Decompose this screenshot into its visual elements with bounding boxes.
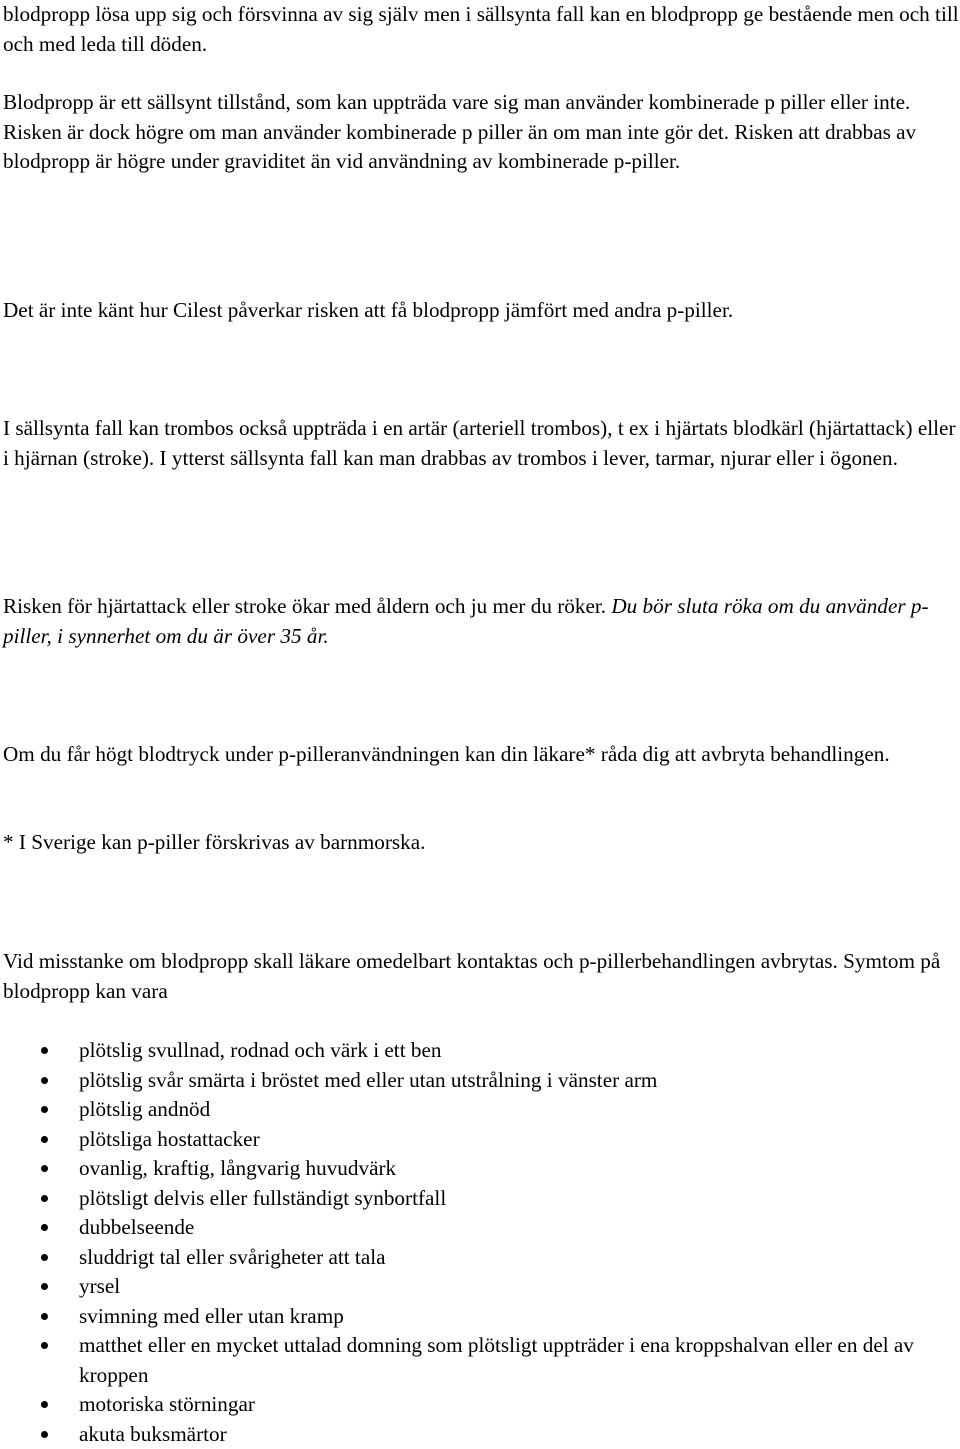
bullet-icon <box>41 1342 48 1349</box>
list-item: motoriska störningar <box>3 1390 949 1420</box>
list-item: yrsel <box>3 1272 949 1302</box>
bullet-icon <box>41 1431 48 1438</box>
bullet-icon <box>41 1047 48 1054</box>
smoking-risk-text: Risken för hjärtattack eller stroke ökar med åldern och ju mer du röker. <box>3 594 611 618</box>
list-item: plötslig svullnad, rodnad och värk i ett ben <box>3 1036 949 1066</box>
paragraph-suspected-clot: Vid misstanke om blodpropp skall läkare omedelbart kontaktas och p-pillerbehandlingen avbrytas. Symtom på blodpropp kan vara <box>3 947 960 1006</box>
paragraph-cilest-unknown: Det är inte känt hur Cilest påverkar risken att få blodpropp jämfört med andra p-piller. <box>3 296 960 326</box>
bullet-icon <box>41 1136 48 1143</box>
bullet-icon <box>41 1106 48 1113</box>
list-item: plötslig andnöd <box>3 1095 949 1125</box>
bullet-icon <box>41 1077 48 1084</box>
bullet-icon <box>41 1401 48 1408</box>
symptom-list <box>3 1036 960 1449</box>
bullet-icon <box>41 1254 48 1261</box>
bullet-icon <box>41 1165 48 1172</box>
bullet-icon <box>41 1195 48 1202</box>
list-item: plötslig svår smärta i bröstet med eller utan utstrålning i vänster arm <box>3 1066 949 1096</box>
bullet-icon <box>41 1283 48 1290</box>
footnote-midwife: * I Sverige kan p-piller förskrivas av barnmorska. <box>3 828 960 858</box>
list-item: sluddrigt tal eller svårigheter att tala <box>3 1243 949 1273</box>
list-item: matthet eller en mycket uttalad domning som plötsligt uppträder i ena kroppshalvan eller en del av kroppen <box>3 1331 949 1390</box>
smoking-advice-italic: Du bör sluta röka om du använder p-piller, i synnerhet om du är över 35 år. <box>3 594 929 648</box>
list-item: dubbelseende <box>3 1213 949 1243</box>
list-item: plötsligt delvis eller fullständigt synbortfall <box>3 1184 949 1214</box>
list-item: plötsliga hostattacker <box>3 1125 949 1155</box>
paragraph-arterial-thrombosis: I sällsynta fall kan trombos också uppträda i en artär (arteriell trombos), t ex i hjärtats blodkärl (hjärtattack) eller i hjärnan (stroke). I ytterst sällsynta fall kan man drabbas av trombos i lever, tarmar, njurar eller i ögonen. <box>3 414 960 473</box>
list-item: svimning med eller utan kramp <box>3 1302 949 1332</box>
bullet-icon <box>41 1313 48 1320</box>
paragraph-blood-clot-outcome: blodpropp lösa upp sig och försvinna av sig själv men i sällsynta fall kan en blodpropp ge bestående men och till och med leda till döden. <box>3 0 960 59</box>
list-item: ovanlig, kraftig, långvarig huvudvärk <box>3 1154 949 1184</box>
paragraph-blood-clot-risk: Blodpropp är ett sällsynt tillstånd, som kan uppträda vare sig man använder kombinerade p piller eller inte. Risken är dock högre om man använder kombinerade p piller än om man inte gör det. Risken att drabbas av blodpropp är högre under graviditet än vid användning av kombinerade p-piller. <box>3 88 960 177</box>
paragraph-smoking-risk <box>3 592 960 651</box>
paragraph-blood-pressure: Om du får högt blodtryck under p-pilleranvändningen kan din läkare* råda dig att avbryta behandlingen. <box>3 740 960 770</box>
bullet-icon <box>41 1224 48 1231</box>
list-item: akuta buksmärtor <box>3 1420 949 1449</box>
